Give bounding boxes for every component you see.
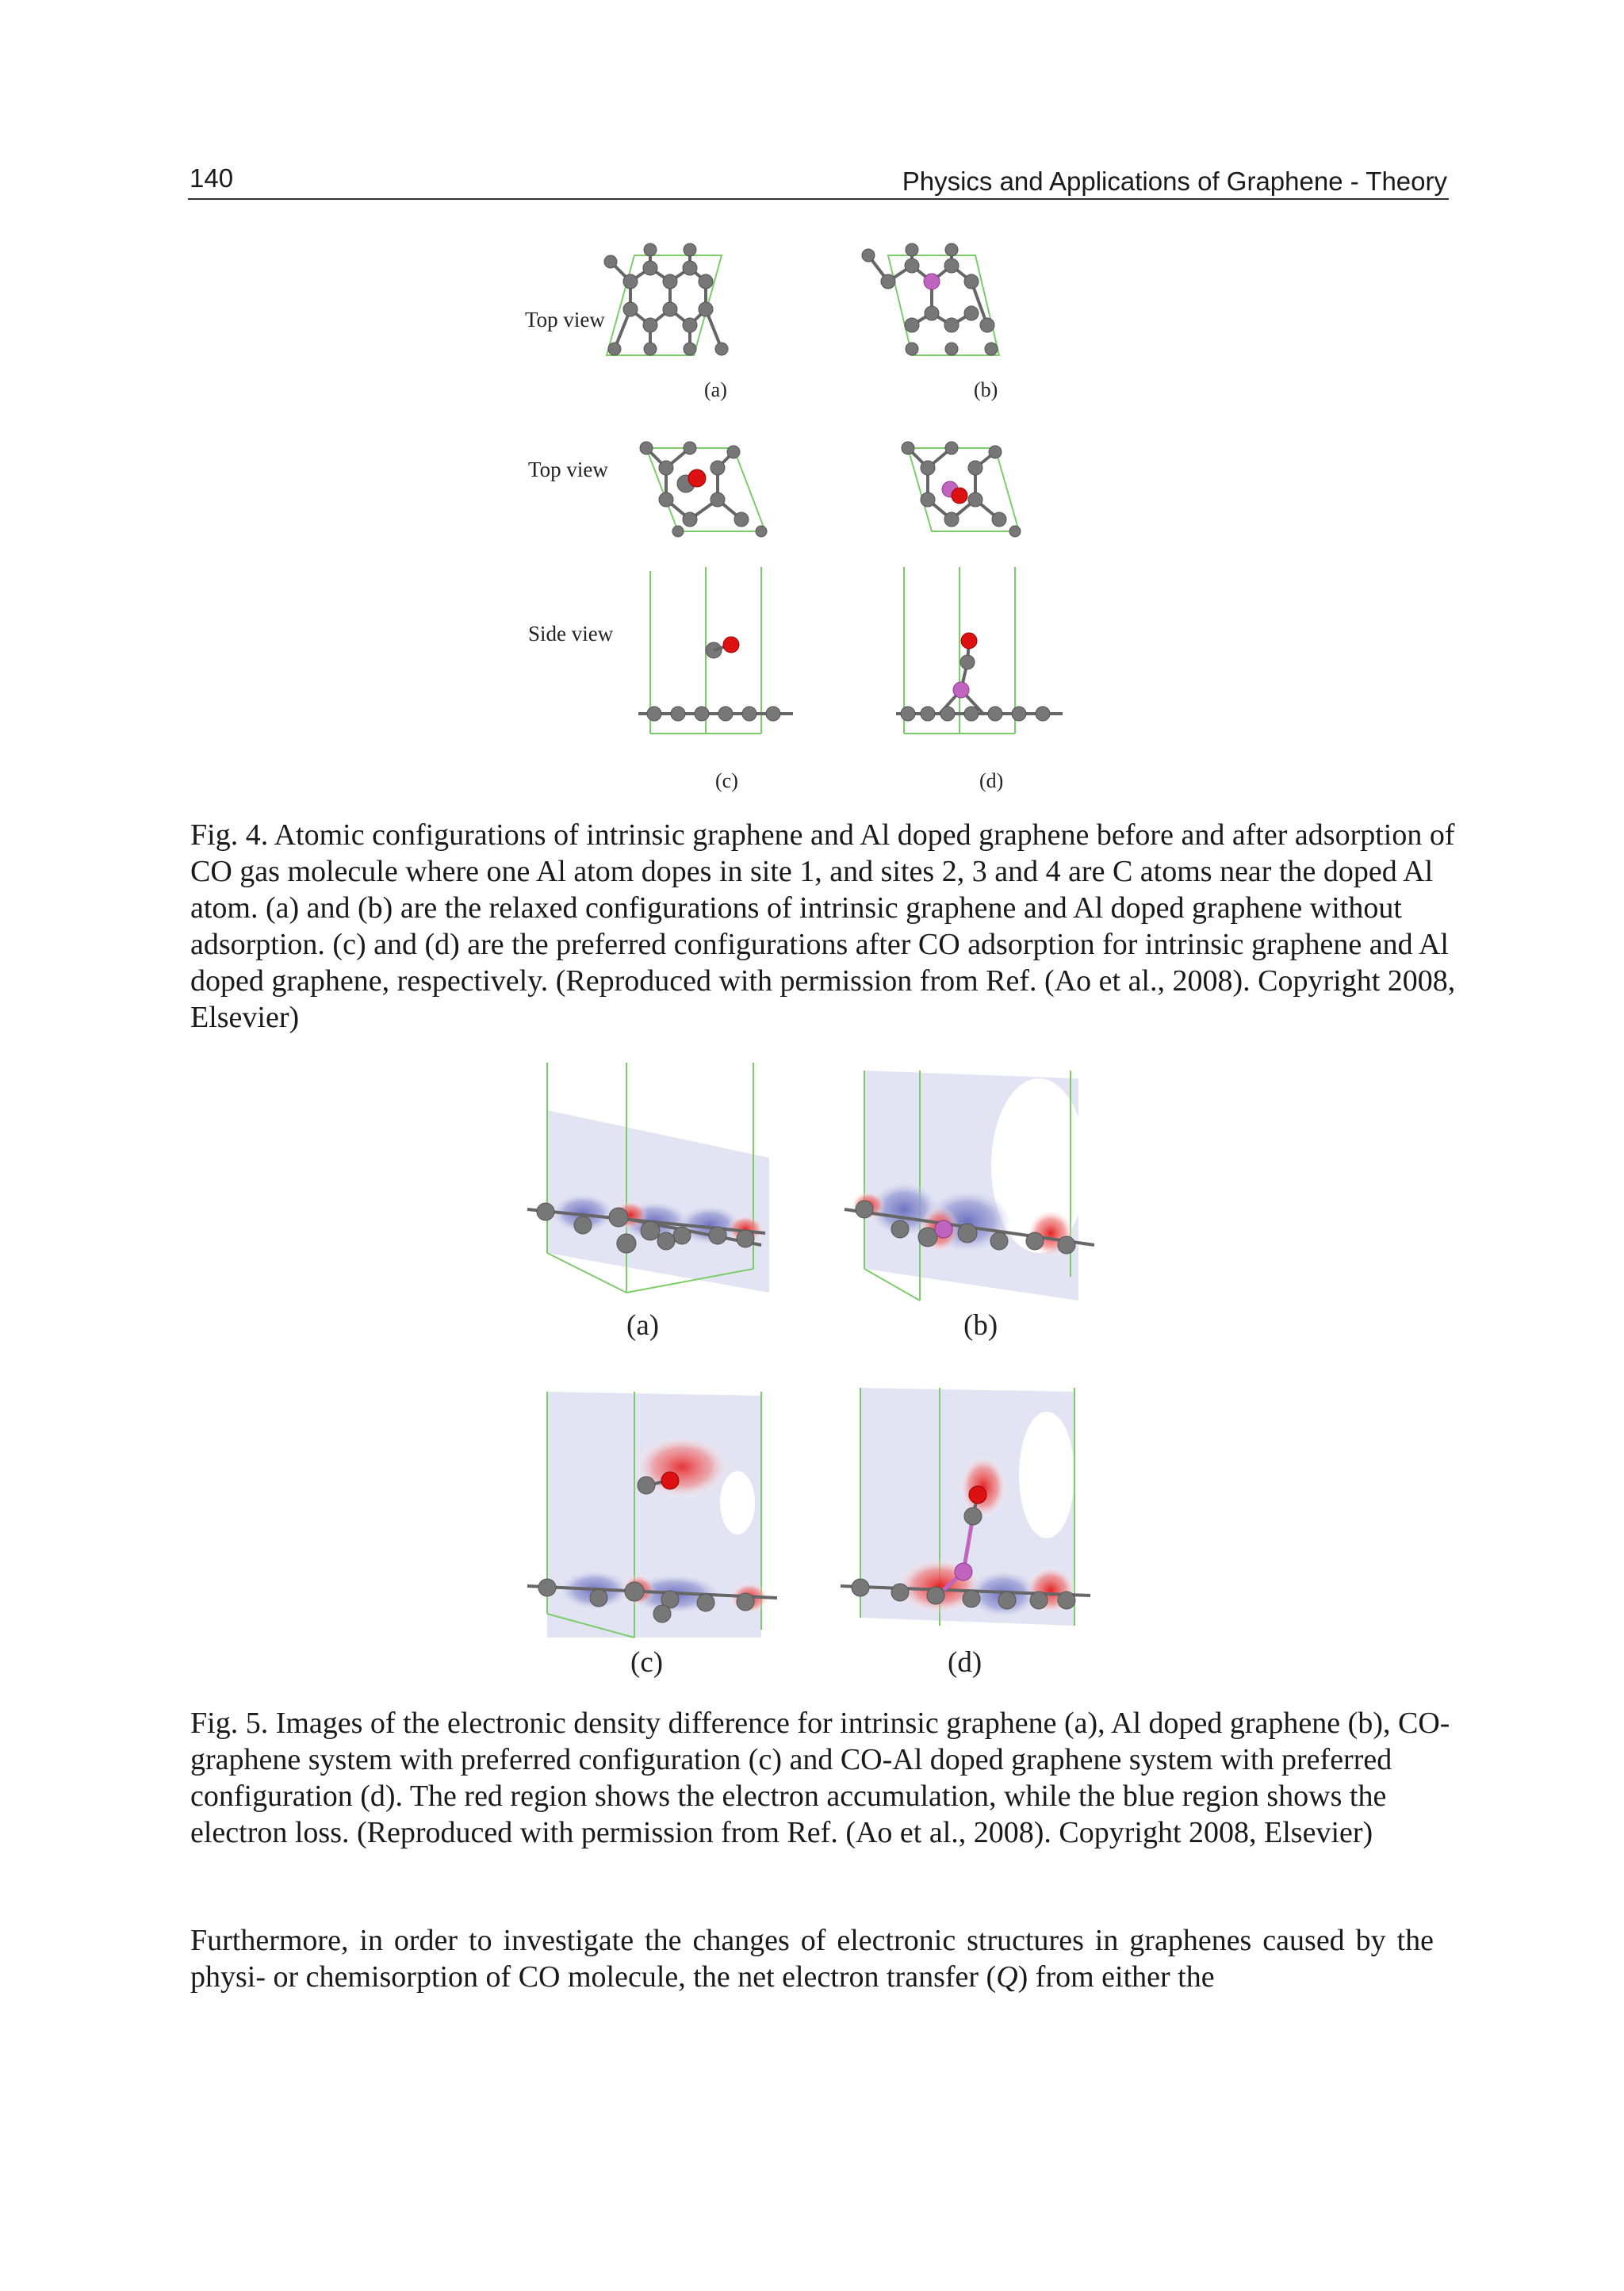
fig5-panel-d xyxy=(837,1388,1090,1642)
fig5-label-c: (c) xyxy=(630,1646,664,1679)
fig5-panel-b xyxy=(841,1071,1094,1308)
symbol-q: Q xyxy=(996,1960,1018,1994)
body-paragraph xyxy=(190,1922,1434,1995)
fig4-label-b: (b) xyxy=(974,378,998,401)
fig4-panel-b-top xyxy=(856,238,999,373)
figure-5 xyxy=(523,1063,1094,1679)
fig4-panel-a-top xyxy=(587,238,730,373)
fig4-panel-c-top xyxy=(630,432,773,547)
fig5-panel-c xyxy=(523,1392,777,1645)
running-title: Physics and Applications of Graphene - Theory xyxy=(902,167,1447,196)
fig4-panel-d-side xyxy=(896,563,1078,745)
fig4-panel-d-top xyxy=(888,432,1031,547)
fig5-panel-a xyxy=(523,1063,769,1301)
paragraph-start: Furthermore, in order to investigate the changes of electronic structures in graphenes caused by the physi- or chemisorption of CO molecule, the net electron transfer ( xyxy=(190,1924,1434,1994)
fig4-label-d: (d) xyxy=(979,769,1004,792)
paragraph-end: ) from either the xyxy=(1017,1960,1215,1994)
figure-4 xyxy=(515,238,1110,801)
page-header xyxy=(188,163,1449,200)
fig5-label-a: (a) xyxy=(626,1309,660,1342)
row-label-top-view-2: Top view xyxy=(528,458,608,481)
fig4-label-c: (c) xyxy=(715,769,738,792)
fig5-caption: Fig. 5. Images of the electronic density difference for intrinsic graphene (a), Al doped graphene (b), CO-graphene system with preferred configuration (c) and CO-Al doped graphene system with preferred configuration (d). The red region shows the electron accumulation, while the blue region shows the electron loss. (Reproduced with permission from Ref. (Ao et al., 2008). Copyright 2008, Elsevier) xyxy=(190,1707,1450,1849)
fig4-panel-c-side xyxy=(634,563,809,745)
row-label-side-view: Side view xyxy=(528,622,614,646)
fig4-caption: Fig. 4. Atomic configurations of intrinsic graphene and Al doped graphene before and after adsorption of CO gas molecule where one Al atom dopes in site 1, and sites 2, 3 and 4 are C atoms near the doped Al atom. (a) and (b) are the relaxed configurations of intrinsic graphene and Al doped graphene without adsorption. (c) and (d) are the preferred configurations after CO adsorption for intrinsic graphene and Al doped graphene, respectively. (Reproduced with permission from Ref. (Ao et al., 2008). Copyright 2008, Elsevier) xyxy=(190,818,1456,1034)
fig5-label-b: (b) xyxy=(963,1309,998,1342)
fig5-label-d: (d) xyxy=(948,1646,982,1679)
page-number: 140 xyxy=(190,163,234,193)
fig4-label-a: (a) xyxy=(704,378,727,401)
row-label-top-view-1: Top view xyxy=(525,308,605,331)
